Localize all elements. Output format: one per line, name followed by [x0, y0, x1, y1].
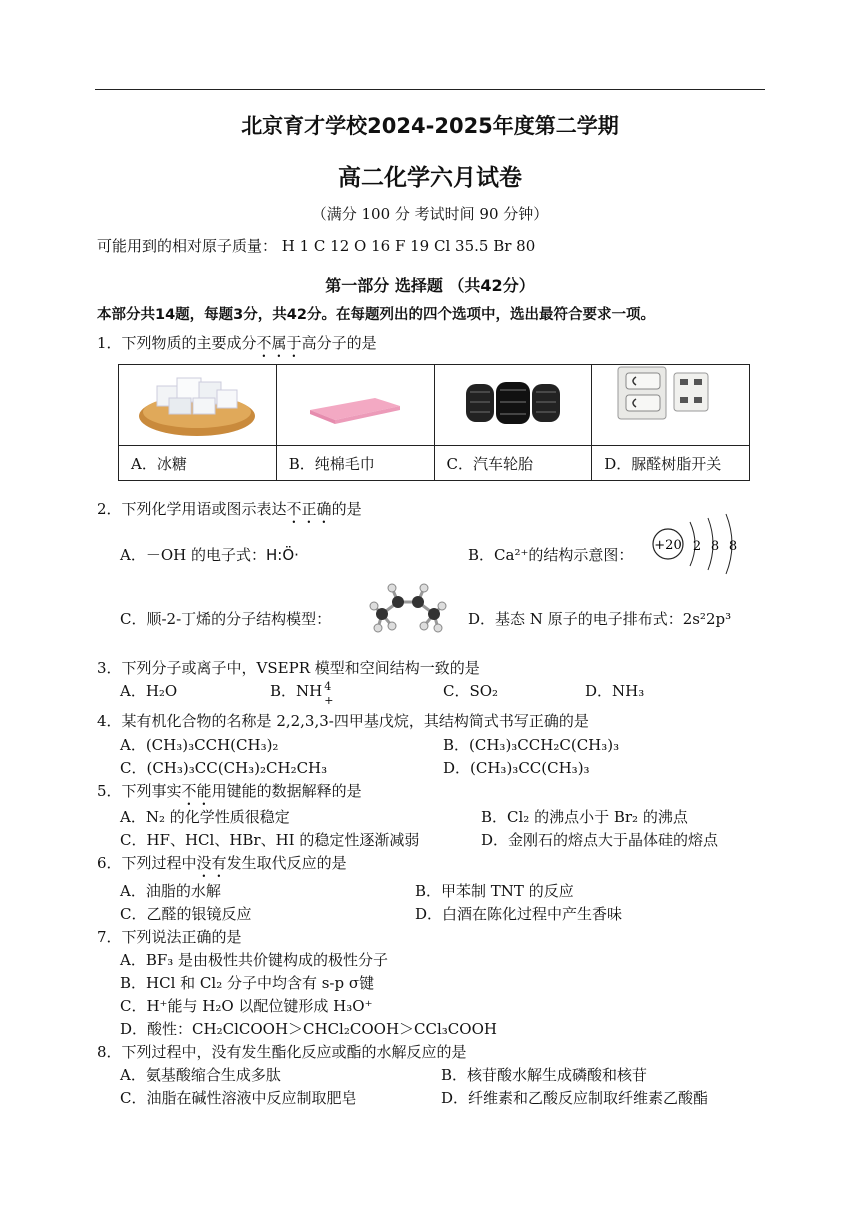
- q1-option-d: D．脲醛树脂开关: [592, 446, 750, 481]
- q6-option-c: C．乙醛的银镜反应: [120, 905, 252, 923]
- q5-option-a: A．N₂ 的化学性质很稳定: [120, 808, 290, 826]
- q1-option-b: B．纯棉毛巾: [276, 446, 434, 481]
- tires-image: [434, 365, 592, 446]
- q8-option-a: A．氨基酸缩合生成多肽: [120, 1066, 281, 1084]
- q4-option-a: A．(CH₃)₃CCH(CH₃)₂: [120, 736, 279, 754]
- top-rule: [95, 89, 765, 90]
- q8-option-c: C．油脂在碱性溶液中反应制取肥皂: [120, 1089, 357, 1107]
- q6-option-a: A．油脂的水解: [120, 882, 221, 900]
- q1-options-table: [118, 364, 750, 481]
- q5-stem: 5．下列事实不能用键能的数据解释的是: [97, 782, 362, 800]
- towel-image: [276, 365, 434, 446]
- q4-option-d: D．(CH₃)₃CC(CH₃)₃: [443, 759, 590, 777]
- rock-sugar-image: [119, 365, 277, 446]
- q1-stem: 1．下列物质的主要成分不属于高分子的是: [97, 334, 377, 352]
- q2-option-d: D．基态 N 原子的电子排布式：2s²2p³: [468, 610, 732, 628]
- q8-option-d: D．纤维素和乙酸反应制取纤维素乙酸酯: [441, 1089, 709, 1107]
- q3-stem: 3．下列分子或离子中，VSEPR 模型和空间结构一致的是: [97, 659, 480, 677]
- q2-option-a: A．－OH 的电子式：H:Ö·: [120, 546, 299, 564]
- cis-2-butene-model: [366, 578, 450, 640]
- shell-1-count: 2: [692, 539, 702, 554]
- q2-option-c: C．顺-2-丁烯的分子结构模型：: [120, 610, 332, 628]
- q3-option-a: A．H₂O: [120, 682, 178, 700]
- q4-stem: 4．某有机化合物的名称是 2,2,3,3-四甲基戊烷，其结构简式书写正确的是: [97, 712, 589, 730]
- q8-option-b: B．核苷酸水解生成磷酸和核苷: [441, 1066, 648, 1084]
- shell-2-count: 8: [710, 539, 720, 554]
- q3-option-b: B．NH 4 +: [270, 680, 334, 707]
- q8-stem: 8．下列过程中，没有发生酯化反应或酯的水解反应的是: [97, 1043, 467, 1061]
- q4-option-b: B．(CH₃)₃CCH₂C(CH₃)₃: [443, 736, 620, 754]
- q7-option-a: A．BF₃ 是由极性共价键构成的极性分子: [120, 951, 389, 969]
- q3-option-d: D．NH₃: [585, 682, 645, 700]
- q1-option-a: A．冰糖: [119, 446, 277, 481]
- q7-stem: 7．下列说法正确的是: [97, 928, 242, 946]
- q6-stem: 6．下列过程中没有发生取代反应的是: [97, 854, 347, 872]
- q7-option-c: C．H⁺能与 H₂O 以配位键形成 H₃O⁺: [120, 997, 373, 1015]
- switch-image: [592, 365, 750, 446]
- q6-option-b: B．甲苯制 TNT 的反应: [415, 882, 574, 900]
- section-title: 第一部分 选择题 （共42分）: [325, 276, 535, 295]
- q2-option-b: B．Ca²⁺的结构示意图：: [468, 546, 634, 564]
- q4-option-c: C．(CH₃)₃CC(CH₃)₂CH₂CH₃: [120, 759, 328, 777]
- school-title: 北京育才学校2024-2025年度第二学期: [241, 114, 619, 138]
- q6-option-d: D．白酒在陈化过程中产生香味: [415, 905, 623, 923]
- q1-option-c: C．汽车轮胎: [434, 446, 592, 481]
- exam-info: （满分 100 分 考试时间 90 分钟）: [311, 205, 549, 223]
- section-instructions: 本部分共14题，每题3分，共42分。在每题列出的四个选项中，选出最符合要求一项。: [97, 307, 655, 323]
- hydroxyl-electron-formula: H:Ö·: [265, 546, 299, 564]
- atomic-masses: 可能用到的相对原子质量： H 1 C 12 O 16 F 19 Cl 35.5 Br 80: [97, 237, 536, 255]
- q2-stem: 2．下列化学用语或图示表达不正确的是: [97, 500, 362, 518]
- q5-option-d: D．金刚石的熔点大于晶体硅的熔点: [481, 831, 719, 849]
- ca-nucleus-label: +20: [654, 538, 682, 553]
- q7-option-b: B．HCl 和 Cl₂ 分子中均含有 s-p σ键: [120, 974, 375, 992]
- shell-3-count: 8: [728, 539, 738, 554]
- q5-option-b: B．Cl₂ 的沸点小于 Br₂ 的沸点: [481, 808, 688, 826]
- q5-option-c: C．HF、HCl、HBr、HI 的稳定性逐渐减弱: [120, 831, 420, 849]
- ca-ion-structure-diagram: [650, 510, 750, 580]
- q7-option-d: D．酸性：CH₂ClCOOH＞CHCl₂COOH＞CCl₃COOH: [120, 1020, 497, 1038]
- q3-option-c: C．SO₂: [443, 682, 499, 700]
- exam-title: 高二化学六月试卷: [338, 165, 522, 191]
